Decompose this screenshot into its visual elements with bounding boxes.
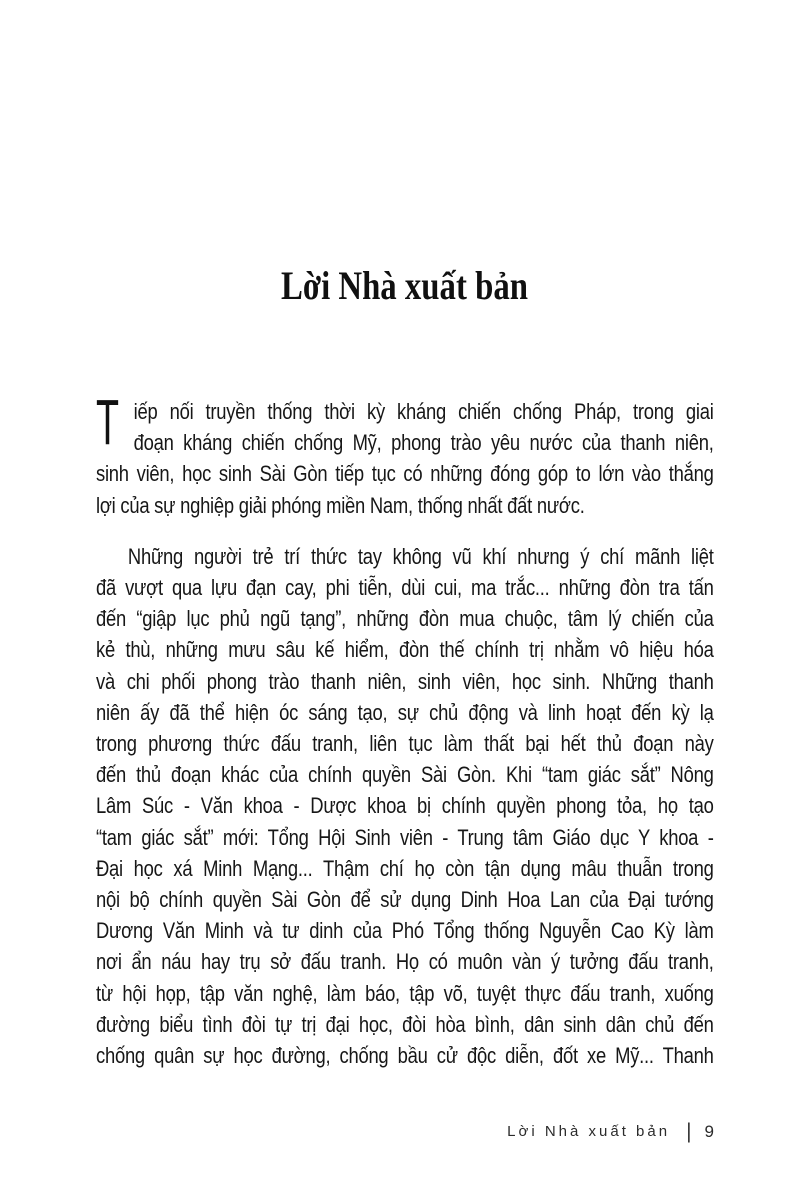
text-line: từ hội họp, tập văn nghệ, làm báo, tập võ, tuyệt thực đấu tranh, xuống — [96, 980, 714, 1006]
text-line: iếp nối truyền thống thời kỳ kháng chiến chống Pháp, trong giai — [133, 399, 714, 424]
page-title: Lời Nhà xuất bản — [281, 263, 528, 308]
text-line: lợi của sự nghiệp giải phóng miền Nam, thống nhất đất nước. — [96, 492, 585, 518]
text-line: nơi ẩn náu hay trụ sở đấu tranh. Họ có muôn vàn ý tưởng đấu tranh, — [96, 949, 714, 975]
text-line: đường biểu tình đòi tự trị đại học, đòi hòa bình, dân sinh dân chủ đến — [96, 1011, 714, 1037]
text-line: và chi phối phong trào thanh niên, sinh viên, học sinh. Những thanh — [96, 668, 714, 694]
footer-chapter-label: Lời Nhà xuất bản — [507, 1123, 671, 1140]
text-line: đã vượt qua lựu đạn cay, phi tiễn, dùi cui, ma trắc... những đòn tra tấn — [96, 575, 714, 601]
text-line: đoạn kháng chiến chống Mỹ, phong trào yêu nước của thanh niên, — [133, 430, 714, 456]
text-line: chống quân sự học đường, chống bầu cử độc diễn, đốt xe Mỹ... Thanh — [96, 1043, 714, 1069]
text-line: đến “giập lục phủ ngũ tạng”, những đòn mua chuộc, tâm lý chiến của — [96, 606, 714, 632]
paragraph — [96, 541, 714, 1071]
text-line: kẻ thù, những mưu sâu kế hiểm, đòn thế chính trị nhằm vô hiệu hóa — [96, 637, 714, 663]
footer-separator: | — [686, 1120, 692, 1143]
text-line: “tam giác sắt” mới: Tổng Hội Sinh viên - Trung tâm Giáo dục Y khoa - — [96, 824, 714, 850]
text-line: nội bộ chính quyền Sài Gòn để sử dụng Dinh Hoa Lan của Đại tướng — [96, 887, 714, 913]
text-line: sinh viên, học sinh Sài Gòn tiếp tục có những đóng góp to lớn vào thắng — [96, 461, 714, 487]
text-line: Đại học xá Minh Mạng... Thậm chí họ còn tận dụng mâu thuẫn trong — [96, 855, 714, 881]
text-line: Dương Văn Minh và tư dinh của Phó Tổng thống Nguyễn Cao Kỳ làm — [96, 918, 714, 944]
page-footer — [507, 1121, 714, 1142]
text-line: Những người trẻ trí thức tay không vũ khí nhưng ý chí mãnh liệt — [127, 543, 714, 569]
drop-cap: T — [96, 386, 119, 458]
text-line: trong phương thức đấu tranh, liên tục làm thất bại hết thủ đoạn này — [96, 731, 714, 757]
text-line: đến thủ đoạn khác của chính quyền Sài Gòn. Khi “tam giác sắt” Nông — [96, 762, 714, 788]
footer-page-number: 9 — [704, 1121, 714, 1141]
text-line: niên ấy đã thể hiện óc sáng tạo, sự chủ động và linh hoạt đến kỳ lạ — [96, 699, 714, 725]
text-line: Lâm Súc - Văn khoa - Dược khoa bị chính quyền phong tỏa, họ tạo — [96, 793, 714, 819]
paragraph — [96, 386, 714, 521]
body-text — [96, 386, 714, 1091]
